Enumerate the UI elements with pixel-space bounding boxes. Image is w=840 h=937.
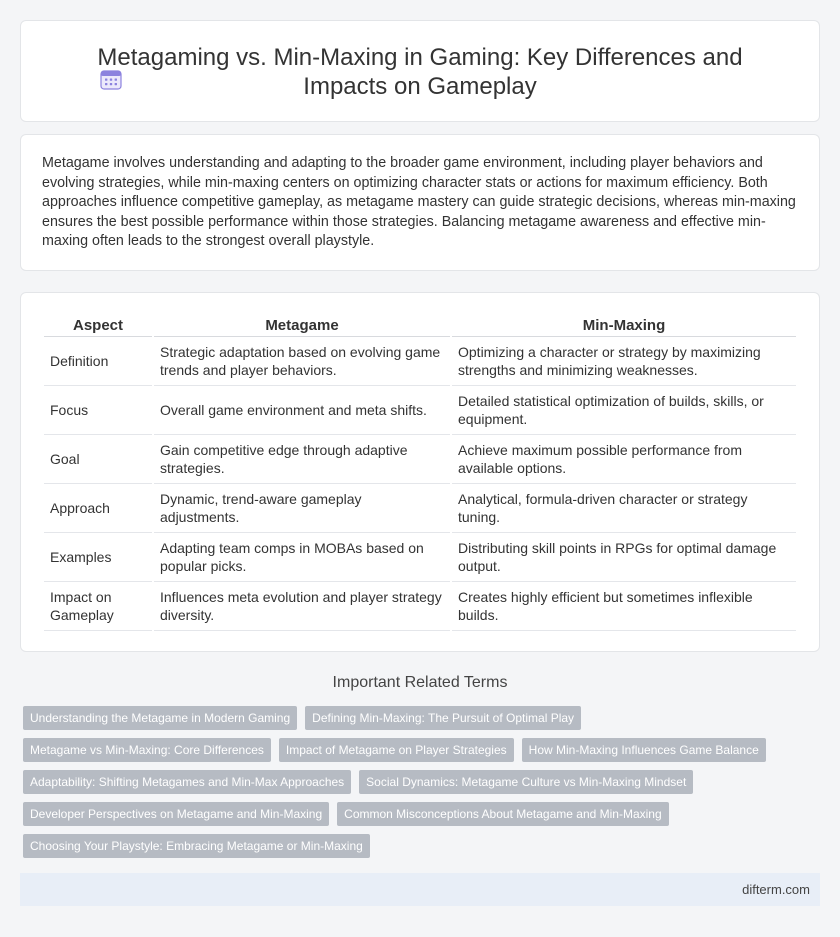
metagame-cell: Influences meta evolution and player strategy diversity. xyxy=(154,582,450,631)
min-maxing-cell: Optimizing a character or strategy by maximizing strengths and minimizing weaknesses. xyxy=(452,337,796,386)
related-term-tag[interactable]: How Min-Maxing Influences Game Balance xyxy=(522,738,766,762)
aspect-cell: Approach xyxy=(44,484,152,533)
related-terms-heading: Important Related Terms xyxy=(332,674,508,691)
metagame-cell: Dynamic, trend-aware gameplay adjustments. xyxy=(154,484,450,533)
metagame-cell: Adapting team comps in MOBAs based on popular picks. xyxy=(154,533,450,582)
header-card xyxy=(20,20,820,122)
column-header-aspect: Aspect xyxy=(44,313,152,337)
intro-card xyxy=(20,134,820,271)
min-maxing-cell: Distributing skill points in RPGs for optimal damage output. xyxy=(452,533,796,582)
intro-paragraph: Metagame involves understanding and adapting to the broader game environment, including player behaviors and evolving strategies, while min-maxing centers on optimizing character stats or actions for maximum efficiency. Both approaches influence competitive gameplay, as metagame mastery can guide strategic decisions, whereas min-maxing ensures the best possible performance within those strategies. Balancing metagame awareness and effective min-maxing often leads to the strongest overall playstyle. xyxy=(42,155,796,250)
column-header-min-maxing: Min-Maxing xyxy=(452,313,796,337)
metagame-cell: Gain competitive edge through adaptive strategies. xyxy=(154,435,450,484)
table-row xyxy=(44,582,796,631)
related-term-tag[interactable]: Defining Min-Maxing: The Pursuit of Optimal Play xyxy=(305,706,581,730)
related-term-tag[interactable]: Understanding the Metagame in Modern Gaming xyxy=(23,706,297,730)
table-row xyxy=(44,533,796,582)
metagame-cell: Strategic adaptation based on evolving game trends and player behaviors. xyxy=(154,337,450,386)
related-term-tag[interactable]: Impact of Metagame on Player Strategies xyxy=(279,738,514,762)
related-terms-list xyxy=(23,706,813,866)
footer xyxy=(20,873,820,906)
footer-site-link[interactable]: difterm.com xyxy=(742,882,810,897)
table-row xyxy=(44,386,796,435)
comparison-table xyxy=(42,313,798,631)
table-row xyxy=(44,484,796,533)
related-term-tag[interactable]: Adaptability: Shifting Metagames and Min-Max Approaches xyxy=(23,770,351,794)
min-maxing-cell: Achieve maximum possible performance from available options. xyxy=(452,435,796,484)
related-term-tag[interactable]: Social Dynamics: Metagame Culture vs Min-Maxing Mindset xyxy=(359,770,693,794)
table-header-row xyxy=(44,313,796,337)
aspect-cell: Impact on Gameplay xyxy=(44,582,152,631)
aspect-cell: Examples xyxy=(44,533,152,582)
aspect-cell: Definition xyxy=(44,337,152,386)
comparison-table-card xyxy=(20,292,820,652)
aspect-cell: Focus xyxy=(44,386,152,435)
table-row xyxy=(44,435,796,484)
related-term-tag[interactable]: Choosing Your Playstyle: Embracing Metagame or Min-Maxing xyxy=(23,834,370,858)
related-term-tag[interactable]: Metagame vs Min-Maxing: Core Differences xyxy=(23,738,271,762)
metagame-cell: Overall game environment and meta shifts. xyxy=(154,386,450,435)
table-row xyxy=(44,337,796,386)
min-maxing-cell: Creates highly efficient but sometimes inflexible builds. xyxy=(452,582,796,631)
page-title: Metagaming vs. Min-Maxing in Gaming: Key Differences and Impacts on Gameplay xyxy=(97,44,743,100)
related-term-tag[interactable]: Developer Perspectives on Metagame and Min-Maxing xyxy=(23,802,329,826)
min-maxing-cell: Detailed statistical optimization of builds, skills, or equipment. xyxy=(452,386,796,435)
column-header-metagame: Metagame xyxy=(154,313,450,337)
min-maxing-cell: Analytical, formula-driven character or strategy tuning. xyxy=(452,484,796,533)
related-term-tag[interactable]: Common Misconceptions About Metagame and Min-Maxing xyxy=(337,802,668,826)
aspect-cell: Goal xyxy=(44,435,152,484)
